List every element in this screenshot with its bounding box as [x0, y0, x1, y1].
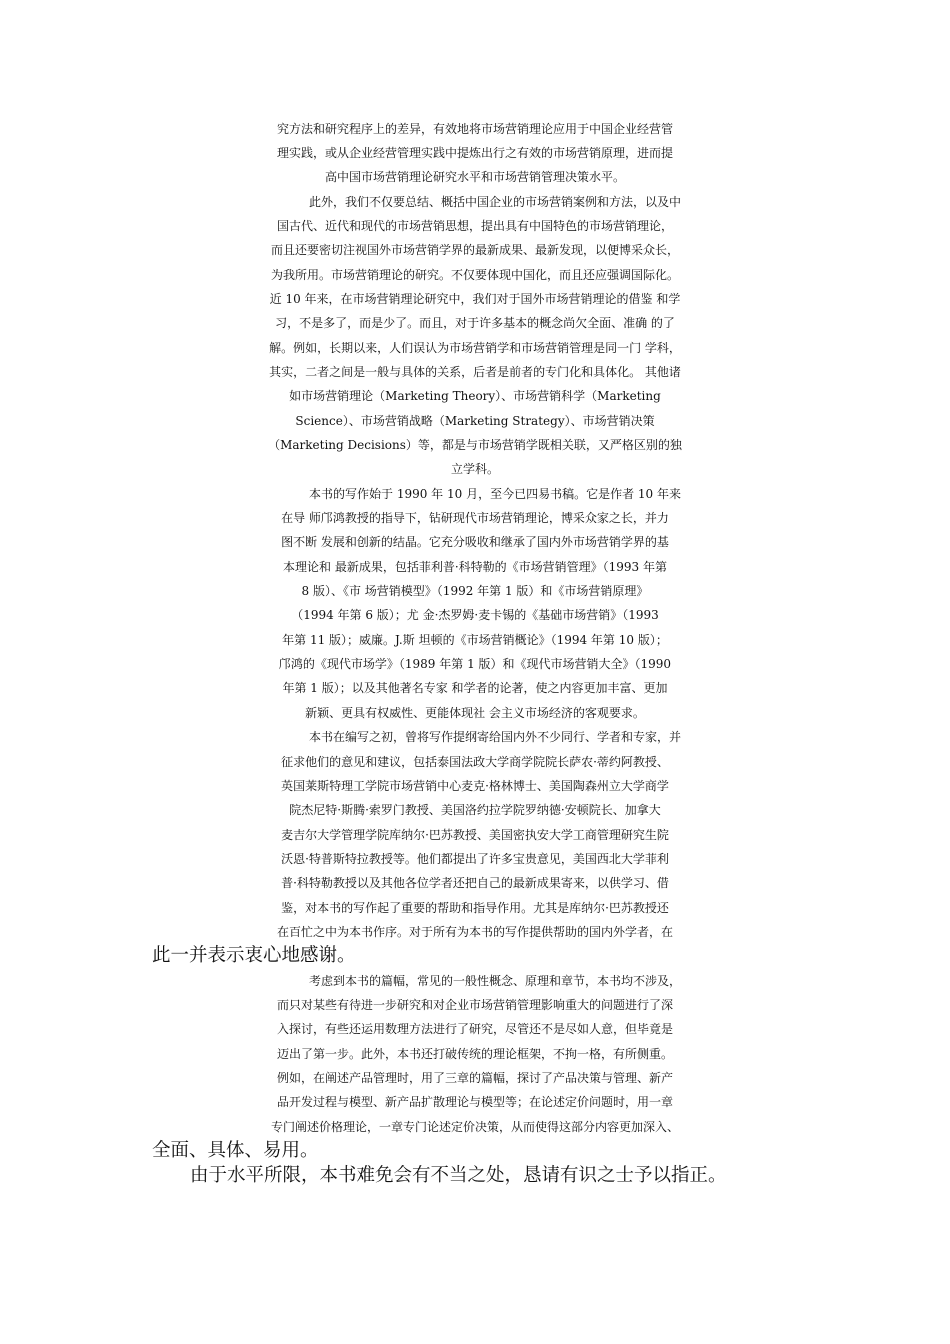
text-line: 理实践，或从企业经营管理实践中提炼出行之有效的市场营销原理，进而提: [276, 146, 673, 160]
text-line: 解。例如，长期以来，人们误认为市场营销学和市场营销管理是同一门 学科，: [269, 341, 681, 355]
text-line: 例如，在阐述产品管理时，用了三章的篇幅，探讨了产品决策与管理、新产: [276, 1071, 673, 1085]
text-line: 院杰尼特·斯腾·索罗门教授、美国洛约拉学院罗纳德·安顿院长、加拿大: [289, 803, 661, 817]
text-line: 年第 11 版）；威廉。J.斯 坦顿的《市场营销概论》（1994 年第 10 版）；: [282, 633, 668, 647]
text-line: 年第 1 版）；以及其他著名专家 和学者的论著，使之内容更加丰富、更加: [282, 681, 668, 695]
text-line: 此外，我们不仅要总结、概括中国企业的市场营销案例和方法，以及中: [308, 195, 681, 209]
text-line: 由于水平所限，本书难免会有不当之处，恳请有识之士予以指正。: [190, 1165, 727, 1186]
text-line: 麦吉尔大学管理学院库纳尔·巴苏教授、美国密执安大学工商管理研究生院: [281, 828, 669, 842]
text-line: 在百忙之中为本书作序。对于所有为本书的写作提供帮助的国内外学者，在: [276, 925, 673, 939]
text-line: Science）、市场营销战略（Marketing Strategy）、市场营销决策: [295, 414, 655, 428]
text-line: 新颖、更具有权威性、更能体现社 会主义市场经济的客观要求。: [305, 706, 645, 720]
text-line: 邝鸿的《现代市场学》（1989 年第 1 版）和《现代市场营销大全》（1990: [278, 657, 672, 671]
text-line: 迈出了第一步。此外，本书还打破传统的理论框架，不拘一格，有所侧重。: [276, 1047, 673, 1061]
text-line: 英国莱斯特理工学院市场营销中心麦克·格林博士、美国陶森州立大学商学: [281, 779, 669, 793]
text-line: 沃恩·特普斯特拉教授等。他们都提出了许多宝贵意见，美国西北大学菲利: [281, 852, 669, 866]
text-line: 鉴，对本书的写作起了重要的帮助和指导作用。尤其是库纳尔·巴苏教授还: [281, 901, 669, 915]
text-line: 征求他们的意见和建议，包括泰国法政大学商学院院长萨农·蒂约阿教授、: [281, 755, 669, 769]
text-line: （1994 年第 6 版）；尤 金·杰罗姆·麦卡锡的《基础市场营销》（1993: [291, 608, 659, 622]
text-line: 在导 师邝鸿教授的指导下，钻研现代市场营销理论，博采众家之长，并力: [281, 511, 669, 525]
text-line: 高中国市场营销理论研究水平和市场营销管理决策水平。: [324, 170, 625, 184]
text-line: 图不断 发展和创新的结晶。它充分吸收和继承了国内外市场营销学界的基: [281, 535, 669, 549]
text-line: 而只对某些有待进一步研究和对企业市场营销管理影响重大的问题进行了深: [276, 998, 673, 1012]
text-line: 其实，二者之间是一般与具体的关系，后者是前者的专门化和具体化。 其他诸: [269, 365, 681, 379]
text-line: 近 10 年来，在市场营销理论研究中，我们对于国外市场营销理论的借鉴 和学: [269, 292, 681, 306]
text-line: 国古代、近代和现代的市场营销思想，提出具有中国特色的市场营销理论，: [276, 219, 673, 233]
text-line: 究方法和研究程序上的差异，有效地将市场营销理论应用于中国企业经营管: [276, 122, 673, 136]
text-line: 习，不是多了，而是少了。而且，对于许多基本的概念尚欠全面、准确 的了: [275, 316, 675, 330]
text-line: 本书在编写之初，曾将写作提纲寄给国内外不少同行、学者和专家，并: [308, 730, 681, 744]
text-line: 如市场营销理论（Marketing Theory）、市场营销科学（Marketing: [289, 389, 661, 403]
text-line: 入探讨，有些还运用数理方法进行了研究，尽管还不是尽如人意，但毕竟是: [276, 1022, 673, 1036]
text-line: （Marketing Decisions）等，都是与市场营销学既相关联，又严格区别的独: [268, 438, 682, 452]
text-line: 立学科。: [450, 462, 499, 476]
text-line: 专门阐述价格理论，一章专门论述定价决策，从而使得这部分内容更加深入、: [270, 1120, 679, 1134]
text-line: 8 版）、《市 场营销模型》（1992 年第 1 版）和《市场营销原理》: [301, 584, 649, 598]
text-line: 本理论和 最新成果，包括菲利普·科特勒的《市场营销管理》（1993 年第: [283, 560, 667, 574]
text-line: 品开发过程与模型、新产品扩散理论与模型等；在论述定价问题时，用一章: [276, 1095, 673, 1109]
text-line: 此一并表示衷心地感谢。: [152, 945, 356, 966]
text-line: 普·科特勒教授以及其他各位学者还把自己的最新成果寄来，以供学习、借: [281, 876, 669, 890]
text-line: 考虑到本书的篇幅，常见的一般性概念、原理和章节，本书均不涉及，: [308, 974, 681, 988]
text-line: 全面、具体、易用。: [152, 1140, 319, 1161]
text-line: 为我所用。市场营销理论的研究。不仅要体现中国化，而且还应强调国际化。: [270, 268, 679, 282]
text-line: 本书的写作始于 1990 年 10 月，至今已四易书稿。它是作者 10 年来: [309, 487, 681, 501]
text-line: 而且还要密切注视国外市场营销学界的最新成果、最新发现，以便博采众长，: [270, 243, 679, 257]
